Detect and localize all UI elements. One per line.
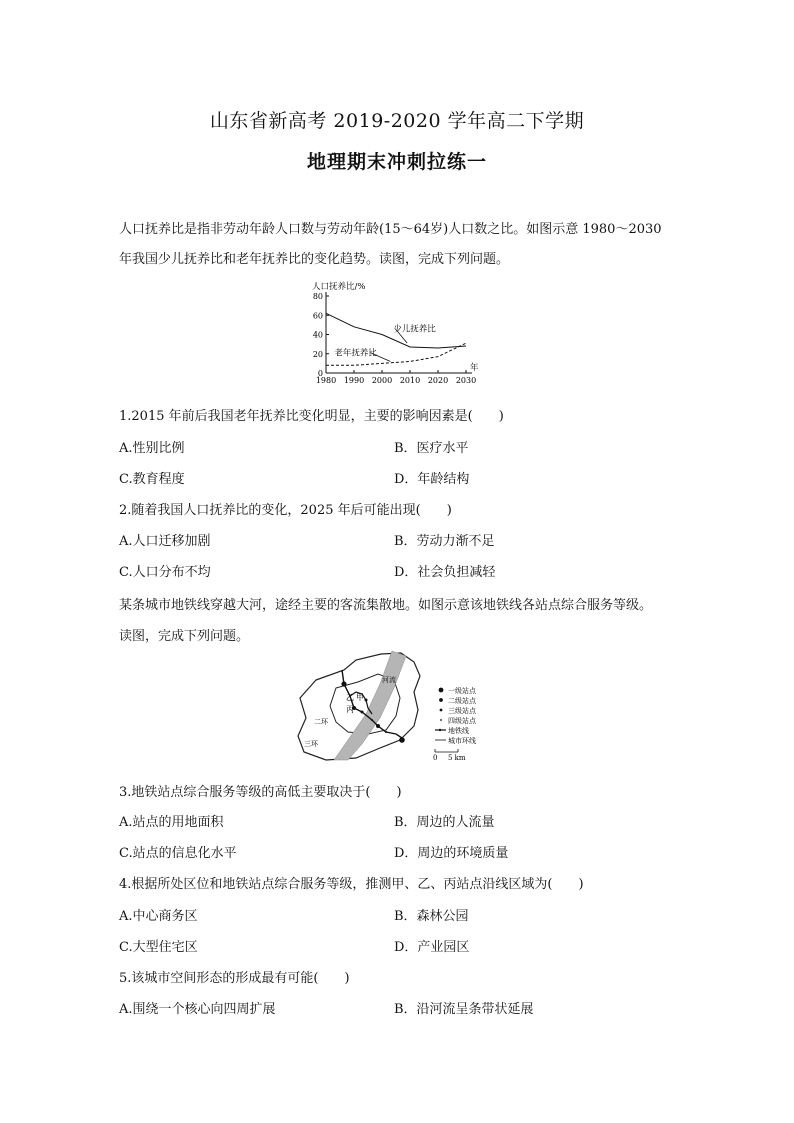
question-2-stem: 2.随着我国人口抚养比的变化，2025 年后可能出现( ) bbox=[119, 503, 452, 518]
svg-text:地铁线: 地铁线 bbox=[448, 727, 469, 735]
question-4-option-a[interactable]: A.中心商务区 bbox=[119, 909, 198, 924]
question-5-option-b[interactable]: B．沿河流呈条带状延展 bbox=[394, 1002, 534, 1017]
question-3-option-b[interactable]: B．周边的人流量 bbox=[394, 815, 495, 830]
question-1-option-d[interactable]: D．年龄结构 bbox=[394, 472, 470, 487]
svg-text:城市环线: 城市环线 bbox=[448, 737, 476, 745]
station-level-4 bbox=[385, 731, 387, 733]
exam-subtitle: 地理期末冲刺拉练一 bbox=[306, 151, 487, 173]
question-5-option-a[interactable]: A.围绕一个核心向四周扩展 bbox=[119, 1002, 276, 1017]
station-level-1 bbox=[399, 737, 405, 743]
station-level-1 bbox=[341, 681, 346, 686]
dependency-ratio-chart bbox=[300, 276, 490, 394]
question-3-option-d[interactable]: D．周边的环境质量 bbox=[394, 846, 509, 861]
intro2-text-line1: 某条城市地铁线穿越大河，途经主要的客流集散地。如图示意该地铁线各站点综合服务等级。 bbox=[119, 598, 653, 613]
x-axis-label: 年 bbox=[470, 363, 479, 373]
question-3-stem: 3.地铁站点综合服务等级的高低主要取决于( ) bbox=[119, 785, 402, 800]
y-tick-label: 60 bbox=[312, 311, 323, 321]
intro2-text-line2: 读图，完成下列问题。 bbox=[119, 629, 250, 644]
label-river: 河流 bbox=[382, 676, 396, 684]
river bbox=[334, 651, 406, 760]
station-level-4 bbox=[371, 719, 373, 721]
question-4-option-b[interactable]: B．森林公园 bbox=[394, 909, 469, 924]
x-tick-label: 2010 bbox=[399, 376, 421, 385]
y-tick-label: 0 bbox=[317, 369, 323, 378]
series-label-1: 少儿抚养比 bbox=[393, 324, 436, 335]
question-2-option-a[interactable]: A.人口迁移加剧 bbox=[119, 534, 211, 549]
exam-title: 山东省新高考 2019-2020 学年高二下学期 bbox=[209, 110, 585, 132]
svg-text:二级站点: 二级站点 bbox=[448, 697, 476, 705]
label-yi: 乙 bbox=[346, 693, 354, 702]
station-level-2 bbox=[376, 724, 380, 728]
y-tick-label: 40 bbox=[312, 330, 323, 340]
svg-text:5 km: 5 km bbox=[448, 754, 466, 762]
label-ring2: 二环 bbox=[314, 718, 328, 726]
question-1-option-b[interactable]: B．医疗水平 bbox=[394, 441, 469, 456]
question-1-option-a[interactable]: A.性别比例 bbox=[119, 441, 185, 456]
station-level-3 bbox=[361, 711, 364, 714]
svg-text:一级站点: 一级站点 bbox=[448, 687, 476, 695]
question-4-option-c[interactable]: C.大型住宅区 bbox=[119, 940, 198, 955]
x-tick-label: 2000 bbox=[371, 376, 393, 385]
subway-map bbox=[296, 648, 496, 766]
svg-text:三级站点: 三级站点 bbox=[448, 707, 476, 715]
x-tick-label: 1990 bbox=[343, 376, 365, 385]
question-2-option-c[interactable]: C.人口分布不均 bbox=[119, 565, 211, 580]
series-label-2: 老年抚养比 bbox=[334, 348, 377, 359]
svg-text:0: 0 bbox=[433, 754, 438, 762]
label-bing: 丙 bbox=[346, 705, 354, 714]
question-1-option-c[interactable]: C.教育程度 bbox=[119, 472, 185, 487]
x-tick-label: 2030 bbox=[455, 376, 477, 385]
question-2-option-b[interactable]: B．劳动力渐不足 bbox=[394, 534, 495, 549]
svg-text:四级站点: 四级站点 bbox=[448, 717, 476, 725]
y-tick-label: 80 bbox=[312, 292, 323, 301]
label-jia: 甲 bbox=[356, 693, 364, 702]
question-1-stem: 1.2015 年前后我国老年抚养比变化明显，主要的影响因素是( ) bbox=[119, 409, 504, 424]
question-3-option-c[interactable]: C.站点的信息化水平 bbox=[119, 846, 237, 861]
x-tick-label: 2020 bbox=[427, 376, 449, 385]
y-axis-label: 人口抚养比/% bbox=[312, 282, 366, 292]
station-level-3 bbox=[365, 699, 368, 702]
question-4-option-d[interactable]: D．产业园区 bbox=[394, 940, 470, 955]
question-2-option-d[interactable]: D．社会负担减轻 bbox=[394, 565, 496, 580]
question-3-option-a[interactable]: A.站点的用地面积 bbox=[119, 815, 224, 830]
intro-text-line1: 人口抚养比是指非劳动年龄人口数与劳动年龄(15～64岁)人口数之比。如图示意 1980～2030 bbox=[119, 222, 662, 237]
question-4-stem: 4.根据所处区位和地铁站点综合服务等级，推测甲、乙、丙站点沿线区域为( ) bbox=[119, 877, 584, 892]
question-5-stem: 5.该城市空间形态的形成最有可能( ) bbox=[119, 971, 350, 986]
y-tick-label: 20 bbox=[312, 349, 323, 359]
intro-text-line2: 年我国少儿抚养比和老年抚养比的变化趋势。读图，完成下列问题。 bbox=[119, 252, 510, 267]
x-tick-label: 1980 bbox=[315, 376, 337, 385]
map-legend bbox=[433, 686, 477, 762]
label-ring3: 三环 bbox=[304, 740, 318, 748]
